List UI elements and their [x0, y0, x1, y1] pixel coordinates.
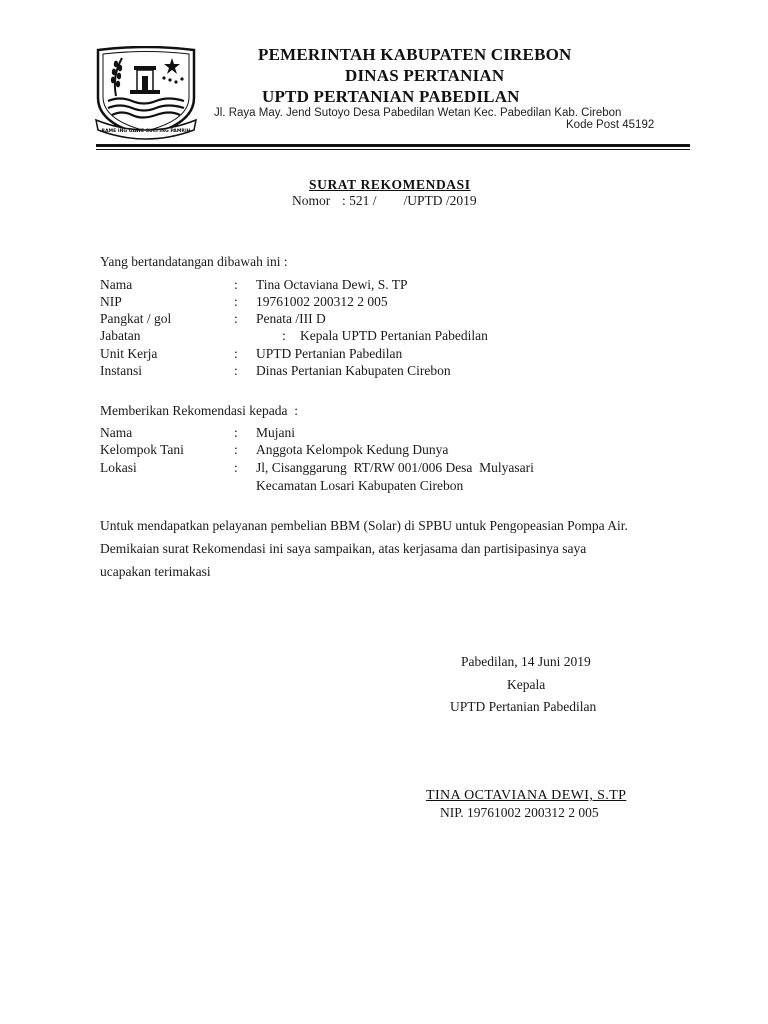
logo-motto-text: RAME ING GAWE SUCI ING PAMRIH	[101, 129, 191, 134]
field-value: UPTD Pertanian Pabedilan	[256, 346, 403, 361]
recipient-intro: Memberikan Rekomendasi kepada :	[100, 403, 298, 418]
field-value: Jl, Cisanggarung RT/RW 001/006 Desa Mulyasari	[256, 460, 534, 475]
field-value: Tina Octaviana Dewi, S. TP	[256, 277, 408, 292]
location-line2: Kecamatan Losari Kabupaten Cirebon	[256, 478, 464, 493]
field-label: Kelompok Tani	[100, 442, 184, 457]
field-label: Unit Kerja	[100, 346, 158, 361]
document-number-value: : 521 / /UPTD /2019	[342, 193, 477, 208]
field-colon: :	[234, 363, 238, 378]
closing-office: UPTD Pertanian Pabedilan	[450, 699, 597, 714]
field-colon: :	[282, 328, 286, 343]
field-label: Jabatan	[100, 328, 141, 343]
field-colon: :	[234, 346, 238, 361]
field-colon: :	[234, 311, 238, 326]
closing-place-date: Pabedilan, 14 Juni 2019	[461, 654, 591, 669]
document-number-label: Nomor	[292, 193, 331, 208]
field-value: 19761002 200312 2 005	[256, 294, 388, 309]
field-value: Anggota Kelompok Kedung Dunya	[256, 442, 449, 457]
field-colon: :	[234, 425, 238, 440]
field-label: NIP	[100, 294, 122, 309]
field-colon: :	[234, 294, 238, 309]
field-value: Penata /III D	[256, 311, 326, 326]
field-label: Nama	[100, 277, 133, 292]
field-label: Instansi	[100, 363, 142, 378]
document-title: SURAT REKOMENDASI	[309, 177, 471, 192]
body-paragraph: ucapakan terimakasi	[100, 564, 211, 579]
letterhead-address: Jl. Raya May. Jend Sutoyo Desa Pabedilan Wetan Kec. Pabedilan Kab. Cirebon	[214, 107, 622, 119]
field-colon: :	[234, 277, 238, 292]
signatory-name: TINA OCTAVIANA DEWI, S.TP	[426, 788, 627, 803]
field-colon: :	[234, 460, 238, 475]
body-paragraph: Demikaian surat Rekomendasi ini saya sampaikan, atas kerjasama dan partisipasinya saya	[100, 541, 587, 556]
kabupaten-cirebon-logo-icon	[94, 46, 198, 140]
field-label: Lokasi	[100, 460, 137, 475]
field-label: Nama	[100, 425, 133, 440]
field-label: Pangkat / gol	[100, 311, 172, 326]
field-value: Kepala UPTD Pertanian Pabedilan	[300, 328, 488, 343]
field-value: Mujani	[256, 425, 295, 440]
body-paragraph: Untuk mendapatkan pelayanan pembelian BBM (Solar) di SPBU untuk Pengopeasian Pompa Air.	[100, 518, 628, 533]
closing-position: Kepala	[507, 677, 546, 692]
letterhead-line1: PEMERINTAH KABUPATEN CIREBON	[258, 45, 572, 64]
signer-intro: Yang bertandatangan dibawah ini :	[100, 254, 288, 269]
letterhead-line2: DINAS PERTANIAN	[345, 66, 505, 85]
letterhead-line3: UPTD PERTANIAN PABEDILAN	[262, 87, 520, 106]
field-colon: :	[234, 442, 238, 457]
letterhead-rule-thick	[96, 144, 690, 147]
field-value: Dinas Pertanian Kabupaten Cirebon	[256, 363, 451, 378]
signatory-nip: NIP. 19761002 200312 2 005	[440, 805, 599, 820]
letterhead-postcode: Kode Post 45192	[566, 119, 655, 131]
letterhead-rule-thin	[96, 149, 690, 150]
